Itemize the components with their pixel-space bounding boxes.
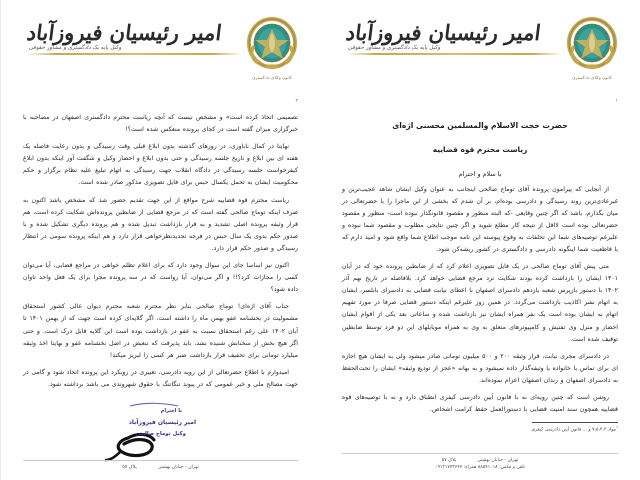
emblem-caption: کانون وکلای دادگستری	[572, 75, 612, 80]
footer-address: تهران - خیابان بهشتی	[157, 465, 199, 471]
page-2-footer	[23, 460, 298, 472]
letterhead-name-block	[23, 10, 242, 55]
letterhead-name-calligraphy: امیر رئیسیان فیروزآباد	[344, 20, 543, 45]
gold-divider	[27, 53, 242, 55]
footnote-divider	[532, 422, 618, 423]
emblem-caption: کانون وکلای دادگستری	[252, 75, 292, 80]
paragraph: متی پیش آقای توماج صالحی در یک فایل تصویری اعلام کرد که از ضابطین پرونده خود که در آبان ۱۴۰۱ ایشان را بازداشت کرده بودند شکایت نزد مرجع قضایی خواهد کرد. بلافاصله در تاریخ نهم آذر ۱۴۰۲ با دستور بازپرس شعبه یازدهم دادسرای اصفهان با اعطای نیابت قضایی به دادسرای بابلسر، ایشان به اتهام نشر اکاذیب بازداشت می‌گردد. در همین روز علیرغم اینکه دستور قضایی صرفا در مورد تفهیم اتهام به ایشان بوده است یک نفر همراه ایشان نیز بازداشت شده و ساعاتی بعد یکی از اقوام ایشان احضار و منزل وی تفتیش و کامپیوترهای متعلق به وی به همراه موبایلهای این دو فرد توسط ضابطین توقیف شده است.	[342, 263, 618, 343]
paragraph: اکنون نیز اساسا جای این سوال وجود دارد که برای اعلام تظلم خواهی در مراجع قضایی، آیا می‌توان کسی را مجازات کرد؟!! و اگر می‌توان، آیا رواست که در سه پرونده مجزا برای یک فعل واحد تاوان داده شود؟	[23, 262, 298, 294]
footer-address-line	[23, 464, 298, 472]
page-1-body	[342, 184, 618, 417]
footer-unit: پلاک ۵۷	[441, 457, 457, 463]
bar-association-emblem-icon	[246, 16, 298, 78]
paragraph: تصمیمی اتخاذ کرده است» و مشخص نیست که آنچه ریاست محترم دادگستری اصفهان در مصاحبه با خبرگزاری میزان گفته است در کجای پرونده منعکس شده است؟!	[23, 114, 298, 134]
page-1-corner-mark: ١	[615, 98, 618, 104]
footer-unit: پلاک ۵۷	[122, 465, 137, 471]
stamp-line-3: وکیل توماج صالحی	[135, 431, 186, 437]
addressee-title: ریاست محترم قوه قضاییه	[432, 145, 528, 155]
gold-divider	[346, 53, 562, 55]
letterhead-page-1	[342, 10, 618, 96]
letterhead-subtitle-calligraphy: وکیل پایه یک دادگستری و مشاور حقوقی	[28, 45, 122, 52]
footer-divider	[342, 453, 618, 454]
footnote-marker: ۱	[616, 425, 618, 430]
footnote-text	[342, 425, 618, 434]
letterhead-page-2	[23, 10, 298, 96]
footer-contact-line: تلفن و فکس: ۸۸۵۴۱۰۱۸ همراه: ۰۹۱۲۱۷۷۳۶۴۷	[434, 465, 526, 471]
footer-divider	[23, 460, 298, 461]
page-2-corner-mark: ٢	[295, 98, 298, 104]
paragraph: جناب آقای اژه‌ای! توماج صالحی بنابر نظر محترم شعبه محترم دیوان عالی کشور استحقاق مشمولیت در بخشنامه عفو بهمن ماه را داشته است، اگر گلایه‌ای کرده است جهت که از بهمن ۱۴۰۱ تا آبان ۱۴۰۲ علی رغم استحقاق نسبت به عفو در بازداشت بوده است این گلایه قابل درک است. و حتی اگر هیچ بخش از سخنانش شنیده نشد، باید پذیرفت که تبعیض در اصل بخشنامه عفو و نهایتا اخذ وثیقه میلیارد تومانی برای تخفیف قرار بازداشت صبر هر کسی را لبریز میکند!	[23, 303, 299, 359]
bar-association-emblem-icon	[566, 16, 618, 78]
stamp-line-2: امیر رئیسیان فیروزآباد	[128, 419, 196, 426]
page-2-body	[23, 112, 298, 391]
footnote-block	[342, 422, 618, 434]
paragraph: نهایتا در کمال ناباوری، در روزهای گذشته بدون ابلاغ قبلی وقت رسیدگی و بدون رعایت فاصله یک هفته ای بین ابلاغ و تاریخ جلسه رسیدگی و حتی بدون ابلاغ و احضار وکیل و شگفت آور اینکه بدون ابلاغ کیفرخواست جلسه رسیدگی در دادگاه انقلاب جهت رسیدگی به اتهام تبلیغ علیه نظام برگزار و حکم محکومیت ایشان به تحمل یکسال حبس برای فایل تصویری مذکور صادر شده است.	[23, 143, 298, 187]
paragraph: امیدوارم با اطلاع حضرتعالی از این رویه دادرسی، تغییری در رویکرد این پرونده اتخاذ شود و گامی در جهت مصالح ملی و خیر عمومی که در پیوند تنگاتنگ با حقوق شهروندی می باشد برداشته شود.	[23, 368, 298, 388]
page-1-footer	[342, 453, 618, 472]
letterhead-name-block	[342, 10, 562, 55]
paragraph: ریاست محترم قوه قضاییه شرح مواقع از این جهت تقدیم حضور شد که مشخص باشد اکنون به صرف اینکه توماج صالحی گفته است که در مرجع قضایی از ضابطین پرونده‌اش شکایت کرده است، هم قرار وثیقه پرونده اصلی تشدید و به قرار بازداشت تبدیل شده و هم پرونده دیگری تشکیل شده و با صدور حکم بدوی یک سال حبس در فرجه تجدیدنظرخواهی قرار دارد و هم اینکه پرونده سومی در انتظار رسیدگی و صدور حکم قرار دارد.	[23, 196, 298, 252]
footnote-body: مواد ۷،۵،۴،۲ و ... قانون آیین دادرسی کیفری	[531, 427, 617, 433]
document-page-1	[320, 0, 640, 480]
letterhead-subtitle-calligraphy: وکیل پایه یک دادگستری و مشاور حقوقی	[347, 45, 441, 52]
stamp-line-1: با احترام	[160, 408, 182, 414]
footer-address-line	[342, 457, 618, 465]
salutation: با سلام و احترام	[458, 169, 502, 178]
letterhead-name-calligraphy: امیر رئیسیان فیروزآباد	[25, 20, 224, 45]
footer-address: تهران - خیابان بهشتی	[477, 457, 519, 463]
paragraph: روشن است که چنین رویه‌ای نه با قانون آیین دادرسی کیفری انطباق دارد و نه با توصیه‌های قوه قضاییه همچون سند امنیت قضایی با دستورالعمل حفظ کرامت اشخاص.	[342, 394, 618, 414]
paragraph: از آنجایی که پیرامون پرونده آقای توماج صالحی اینجانب به عنوان وکیل ایشان شاهد عجیب‌ترین و غیرعادی‌ترین روند رسیدگی و دادرسی بوده‌ام، بر آن شدم که بخشی از این ماجرا را با حضرتعالی در میان بگذارم، باشد که اگر چنین وقایعی -که البته منظور و مقصود قانونگذار نبوده است- منظور و مقصود حضرتعالی بوده است لااقل از نتیجه کار مطلع شوید و اگر چنین نتایجی مطلوب و مقصود شما نبوده و علیرغم توصیه‌های شما این تخلفات به وقوع پیوسته این نامه موجب اطلاع شما واقع شود و امید دارم که با قاطعیت شما اینگونه دادرسی و دادگستری در کشور ریشه‌کن شود.	[342, 185, 618, 253]
paragraph: در دادسرای مجری نیابت، قرار وثیقه ۲۰۰ و ۵۰۰ میلیون تومانی صادر میشود ولی به ایشان هیچ اجازه ای برای تماس با خانواده یا وثیقه‌گذار داده نمیشود و به بهانه «عجز از تودیع وثیقه» ایشان را تحت‌الحفظ به دادسرای اصفهان و زندان اصفهان اعزام نموده‌اند.	[342, 352, 618, 384]
addressee-primary: حضرت حجت الاسلام والمسلمین محسنی اژه‌ای	[392, 121, 568, 130]
signature-stamp	[94, 400, 212, 462]
